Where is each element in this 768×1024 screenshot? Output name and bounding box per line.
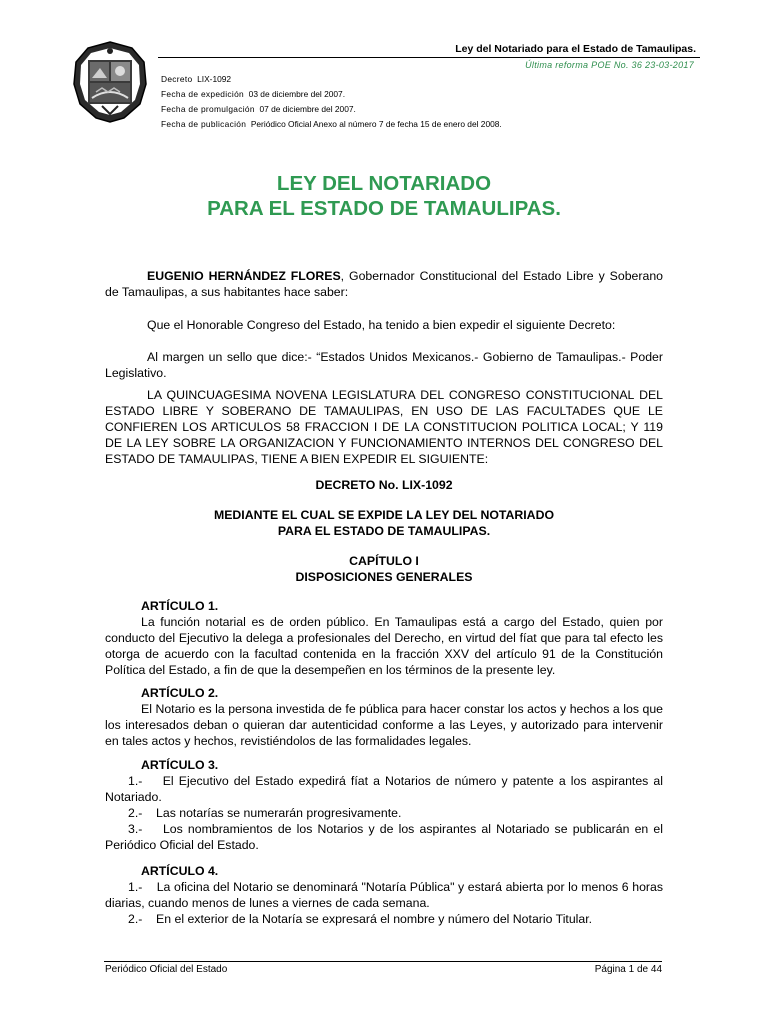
article-3 — [105, 757, 667, 853]
intro-paragraph-3: Al margen un sello que dice:- “Estados Unidos Mexicanos.- Gobierno de Tamaulipas.- Poder Legislativo. — [105, 350, 663, 380]
decree-subject — [105, 507, 663, 539]
chapter-heading — [105, 553, 663, 585]
article-heading: ARTÍCULO 2. — [141, 686, 219, 700]
article-2 — [105, 685, 663, 749]
article-heading: ARTÍCULO 1. — [141, 599, 219, 613]
chapter-number: CAPÍTULO I — [349, 554, 419, 568]
page-number: Página 1 de 44 — [594, 964, 662, 975]
law-title-line-2: PARA EL ESTADO DE TAMAULIPAS. — [207, 197, 561, 220]
chapter-name: DISPOSICIONES GENERALES — [295, 570, 473, 584]
article-text: El Notario es la persona investida de fe pública para hacer constar los actos y hechos a los que los interesados deban o quieran dar autenticidad conforme a las Leyes, y autorizado para intervenir en tales actos y hechos, revistiéndolos de las formalidades legales. — [105, 702, 663, 748]
article-4 — [105, 863, 667, 927]
footer-publication: Periódico Oficial del Estado — [105, 964, 228, 975]
promulgation-date-line: Fecha de promulgación 07 de diciembre del 2007. — [161, 104, 356, 114]
last-reform-note: Última reforma POE No. 36 23-03-2017 — [525, 60, 694, 70]
article-text: La función notarial es de orden público. En Tamaulipas está a cargo del Estado, quien por conducto del Ejecutivo la delega a profesionales del Derecho, en virtud del fíat que para tal efecto les otorga de acuerdo con la facultad contenida en la fracción XXV del artículo 91 de la Constitución Política del Estado, a fin de que la desempeñen en los términos de la presente ley. — [105, 615, 663, 677]
decree-metadata — [161, 72, 502, 132]
intro-governor-paragraph — [105, 268, 663, 300]
legislature-paragraph: LA QUINCUAGESIMA NOVENA LEGISLATURA DEL CONGRESO CONSTITUCIONAL DEL ESTADO LIBRE Y SOBERANO DE TAMAULIPAS, EN USO DE LAS FACULTADES QUE LE CONFIEREN LOS ARTICULOS 58 FRACCION I DE LA CONSTITUCION POLITICA LOCAL; Y 119 DE LA LEY SOBRE LA ORGANIZACION Y FUNCIONAMIENTO INTERNOS DEL CONGRESO DEL ESTADO DE TAMAULIPAS, TIENE A BIEN EXPEDIR EL SIGUIENTE: — [105, 388, 663, 466]
article-item: 2.- En el exterior de la Notaría se expresará el nombre y número del Notario Titular. — [128, 912, 593, 926]
expedition-date-line: Fecha de expedición 03 de diciembre del 2007. — [161, 89, 346, 99]
decree-subject-line-2: PARA EL ESTADO DE TAMAULIPAS. — [277, 524, 491, 538]
intro-paragraph-2: Que el Honorable Congreso del Estado, ha tenido a bien expedir el siguiente Decreto: — [147, 318, 616, 332]
footer-divider — [104, 961, 662, 962]
publication-date-line: Fecha de publicación Periódico Oficial Anexo al número 7 de fecha 15 de enero del 2008. — [161, 119, 502, 129]
article-item: 1.- La oficina del Notario se denominará "Notaría Pública" y estará abierta por lo menos 6 horas diarias, cuando menos de lunes a viernes de cada semana. — [105, 880, 667, 910]
decree-subject-line-1: MEDIANTE EL CUAL SE EXPIDE LA LEY DEL NOTARIADO — [213, 508, 555, 522]
article-item: 2.- Las notarías se numerarán progresivamente. — [128, 806, 402, 820]
article-1 — [105, 598, 663, 678]
header-divider — [158, 57, 700, 58]
article-heading: ARTÍCULO 4. — [141, 864, 219, 878]
decree-number: DECRETO No. LIX-1092 — [315, 478, 453, 492]
decree-line: Decreto LIX-1092 — [161, 74, 232, 84]
governor-name: EUGENIO HERNÁNDEZ FLORES — [147, 269, 341, 283]
tamaulipas-seal-logo — [72, 40, 148, 124]
article-heading: ARTÍCULO 3. — [141, 758, 219, 772]
law-title-line-1: LEY DEL NOTARIADO — [276, 172, 492, 195]
law-title — [0, 171, 768, 221]
article-item: 3.- Los nombramientos de los Notarios y de los aspirantes al Notariado se publicarán en el Periódico Oficial del Estado. — [105, 822, 667, 852]
article-item: 1.- El Ejecutivo del Estado expedirá fíat a Notarios de número y patente a los aspirantes al Notariado. — [105, 774, 667, 804]
governor-text: , Gobernador Constitucional del Estado Libre y Soberano de Tamaulipas, a sus habitantes hace saber: — [105, 269, 663, 299]
document-header-title: Ley del Notariado para el Estado de Tamaulipas. — [455, 43, 696, 55]
